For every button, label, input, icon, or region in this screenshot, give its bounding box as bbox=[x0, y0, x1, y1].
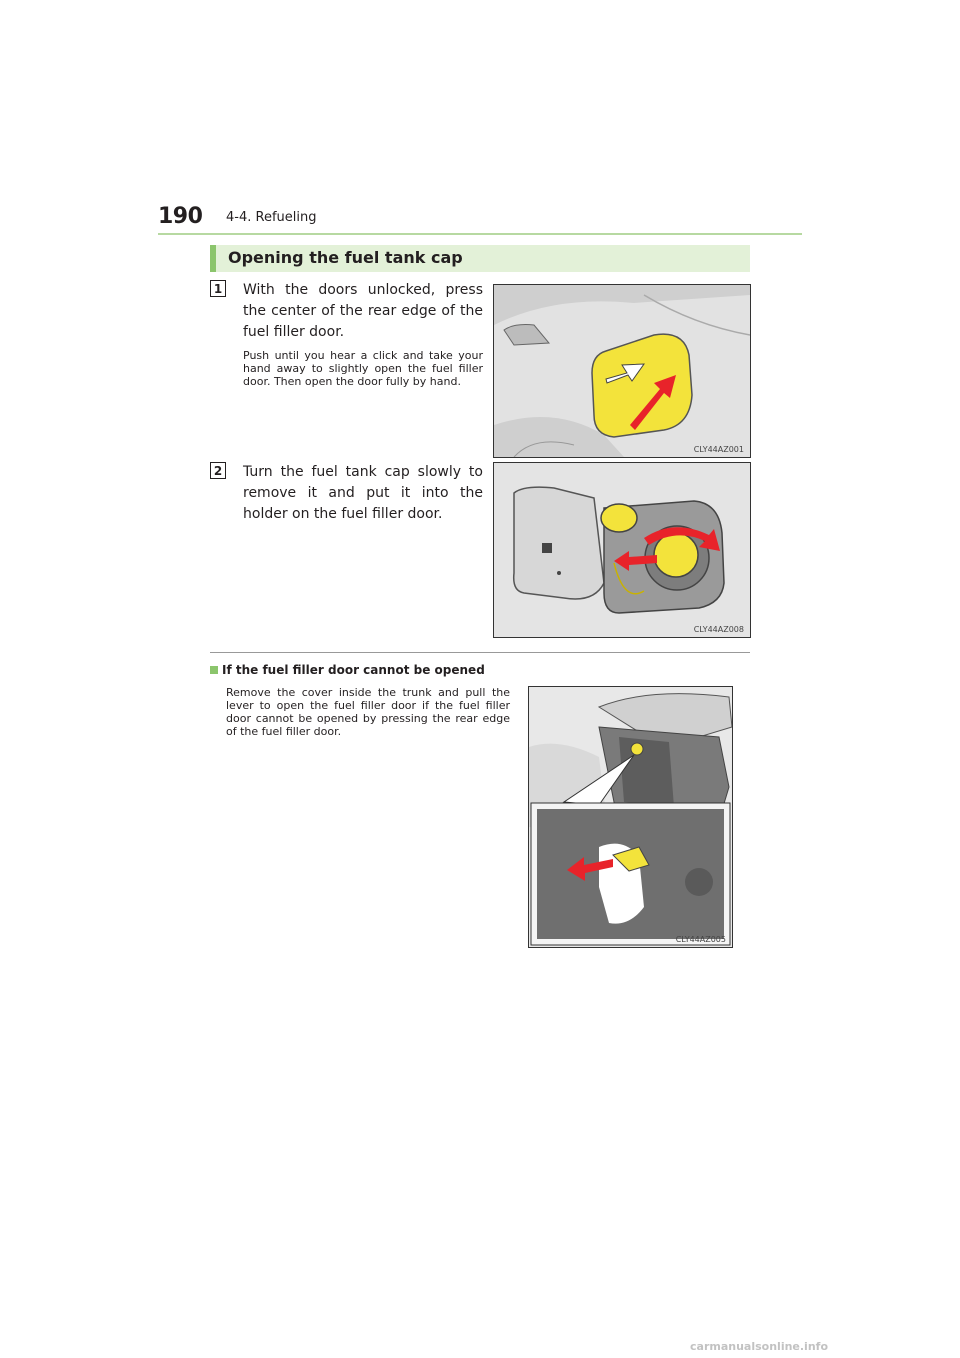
section-label: 4-4. Refueling bbox=[226, 210, 317, 225]
fuel-door-press-illustration bbox=[494, 285, 750, 457]
note-text: Remove the cover inside the trunk and pull the lever to open the fuel filler door if the fuel filler door cannot be opened by pressing the rear edge of the fuel filler door. bbox=[226, 686, 510, 738]
step-1-text: With the doors unlocked, press the center of the rear edge of the fuel filler door. bbox=[243, 282, 483, 340]
fuel-cap-remove-illustration bbox=[494, 463, 750, 637]
fuel-door-press-figure bbox=[493, 284, 751, 458]
step-2-text: Turn the fuel tank cap slowly to remove it and put it into the holder on the fuel filler door. bbox=[243, 464, 483, 522]
section-heading-text: Opening the fuel tank cap bbox=[228, 248, 463, 267]
page-number: 190 bbox=[158, 204, 203, 229]
fuel-cap-remove-figure bbox=[493, 462, 751, 638]
header-rule bbox=[158, 233, 802, 235]
trunk-lever-illustration bbox=[529, 687, 732, 947]
note-heading bbox=[210, 663, 485, 677]
step-1-number: 1 bbox=[210, 280, 226, 297]
figure-code: CLY44AZ005 bbox=[675, 935, 726, 944]
watermark: carmanualsonline.info bbox=[690, 1340, 828, 1353]
step-2-number: 2 bbox=[210, 462, 226, 479]
trunk-lever-figure bbox=[528, 686, 733, 948]
figure-code: CLY44AZ001 bbox=[693, 445, 744, 454]
section-heading bbox=[210, 245, 750, 272]
step-1-note: Push until you hear a click and take your hand away to slightly open the fuel filler door. Then open the door fully by hand. bbox=[243, 349, 483, 388]
note-heading-text: If the fuel filler door cannot be opened bbox=[222, 663, 485, 677]
figure-code: CLY44AZ008 bbox=[693, 625, 744, 634]
bullet-square-icon bbox=[210, 666, 218, 674]
section-divider bbox=[210, 652, 750, 653]
